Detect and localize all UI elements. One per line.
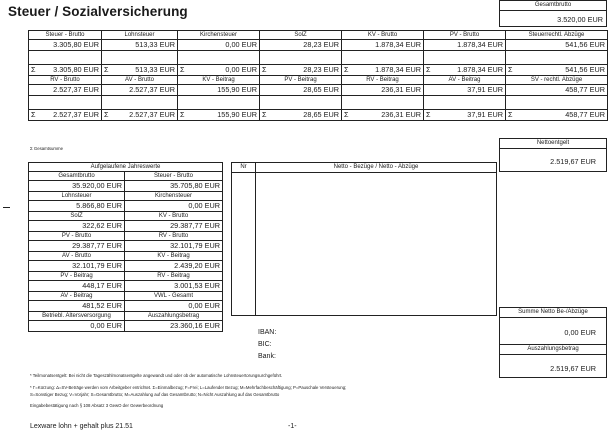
ytd-label: AV - Brutto (29, 252, 125, 261)
ytd-label: RV - Brutto (125, 232, 223, 241)
sigma-mark: Σ (508, 65, 513, 74)
ytd-label: Steuer - Brutto (125, 172, 223, 181)
ytd-label: PV - Brutto (29, 232, 125, 241)
sigma-footnote: Σ Gesamtsumme (30, 146, 63, 151)
sv-value-4: 236,31 EUR (342, 85, 424, 96)
ytd-label: Auszahlungsbetrag (125, 312, 223, 321)
ytd-label: SolZ (29, 212, 125, 221)
ytd-value: 2.439,20 EUR (125, 261, 223, 272)
sv-value-3: 28,65 EUR (260, 85, 342, 96)
tax-sum-3: Σ 28,23 EUR (260, 65, 342, 76)
sigma-mark: Σ (180, 110, 185, 119)
footnote-3: S=Sonstiger Bezug; V=Vorjahr; S=Gesamtbrutto; M=Auszahlung auf das Gesamtbrutto; N=Nicht Auszahlung auf das Gesamtbrutto (30, 392, 280, 397)
ytd-value: 3.001,53 EUR (125, 281, 223, 292)
ytd-label: RV - Beitrag (125, 272, 223, 281)
ytd-value: 32.101,79 EUR (29, 261, 125, 272)
ytd-label: AV - Beitrag (29, 292, 125, 301)
ytd-title: Aufgelaufene Jahreswerte (29, 163, 223, 172)
sigma-mark: Σ (344, 65, 349, 74)
sv-sum-0: Σ 2.527,37 EUR (29, 110, 102, 121)
sv-header-4: RV - Beitrag (342, 76, 424, 85)
tax-sum-2: Σ 0,00 EUR (178, 65, 260, 76)
gross-value: 3.520,00 EUR (557, 15, 603, 24)
ytd-label: KV - Brutto (125, 212, 223, 221)
gross-label: Gesamtbrutto (534, 2, 572, 8)
sv-value-6: 458,77 EUR (506, 85, 608, 96)
ytd-label: KV - Beitrag (125, 252, 223, 261)
payout-box (499, 344, 607, 378)
tax-sum-4: Σ 1.878,34 EUR (342, 65, 424, 76)
ytd-value: 0,00 EUR (125, 201, 223, 212)
tax-value-4: 1.878,34 EUR (342, 40, 424, 51)
bic-label: BIC: (258, 341, 272, 348)
ytd-value: 35.920,00 EUR (29, 181, 125, 192)
net-pay-box (499, 138, 607, 172)
ytd-value: 0,00 EUR (125, 301, 223, 312)
ytd-label: Lohnsteuer (29, 192, 125, 201)
sigma-mark: Σ (31, 110, 36, 119)
tax-table (28, 30, 608, 121)
tax-header-6: Steuerrechtl. Abzüge (506, 31, 608, 40)
ytd-label: VWL - Gesamt (125, 292, 223, 301)
ytd-value: 29.387,77 EUR (125, 221, 223, 232)
sigma-mark: Σ (104, 65, 109, 74)
ytd-value: 448,17 EUR (29, 281, 125, 292)
tax-header-5: PV - Brutto (424, 31, 506, 40)
sv-value-5: 37,91 EUR (424, 85, 506, 96)
sv-header-1: AV - Brutto (102, 76, 178, 85)
tax-header-2: Kirchensteuer (178, 31, 260, 40)
tax-sum-1: Σ 513,33 EUR (102, 65, 178, 76)
net-sum-value: 0,00 EUR (564, 328, 596, 337)
sigma-mark: Σ (31, 65, 36, 74)
tax-value-2: 0,00 EUR (178, 40, 260, 51)
tax-header-0: Steuer - Brutto (29, 31, 102, 40)
sigma-mark: Σ (104, 110, 109, 119)
payout-label: Auszahlungsbetrag (527, 346, 579, 352)
sv-header-6: SV - rechtl. Abzüge (506, 76, 608, 85)
sv-sum-2: Σ 155,90 EUR (178, 110, 260, 121)
footer-software: Lexware lohn + gehalt plus 21.51 (30, 423, 133, 430)
net-items-nr-header: Nr (240, 164, 247, 170)
bank-label: Bank: (258, 353, 276, 360)
sv-sum-4: Σ 236,31 EUR (342, 110, 424, 121)
sigma-mark: Σ (262, 65, 267, 74)
ytd-value: 0,00 EUR (29, 321, 125, 332)
sv-sum-5: Σ 37,91 EUR (424, 110, 506, 121)
sigma-mark: Σ (180, 65, 185, 74)
tax-value-1: 513,33 EUR (102, 40, 178, 51)
tax-sum-6: Σ 541,56 EUR (506, 65, 608, 76)
net-pay-label: Nettoentgelt (536, 140, 570, 146)
ytd-value: 5.866,80 EUR (29, 201, 125, 212)
ytd-label: Betriebl. Altersversorgung (29, 312, 125, 321)
ytd-value: 35.705,80 EUR (125, 181, 223, 192)
sv-value-2: 155,90 EUR (178, 85, 260, 96)
ytd-value: 23.360,16 EUR (125, 321, 223, 332)
sv-sum-3: Σ 28,65 EUR (260, 110, 342, 121)
tax-value-0: 3.305,80 EUR (29, 40, 102, 51)
ytd-label: Kirchensteuer (125, 192, 223, 201)
ytd-label: Gesamtbrutto (29, 172, 125, 181)
sigma-mark: Σ (508, 110, 513, 119)
ytd-value: 481,52 EUR (29, 301, 125, 312)
margin-mark (3, 207, 10, 208)
net-pay-value: 2.519,67 EUR (550, 157, 596, 166)
sv-header-0: RV - Brutto (29, 76, 102, 85)
footer-page-number: -1- (288, 423, 297, 430)
page-title: Steuer / Sozialversicherung (8, 4, 188, 19)
ytd-label: PV - Beitrag (29, 272, 125, 281)
payout-value: 2.519,67 EUR (550, 364, 596, 373)
sv-header-5: AV - Beitrag (424, 76, 506, 85)
tax-header-4: KV - Brutto (342, 31, 424, 40)
tax-sum-0: Σ 3.305,80 EUR (29, 65, 102, 76)
tax-sum-5: Σ 1.878,34 EUR (424, 65, 506, 76)
ytd-value: 29.387,77 EUR (29, 241, 125, 252)
tax-value-3: 28,23 EUR (260, 40, 342, 51)
sv-header-2: KV - Beitrag (178, 76, 260, 85)
sigma-mark: Σ (426, 65, 431, 74)
tax-header-3: SolZ (260, 31, 342, 40)
net-sum-box (499, 307, 607, 345)
sigma-mark: Σ (426, 110, 431, 119)
sigma-mark: Σ (344, 110, 349, 119)
net-items-title: Netto - Bezüge / Netto - Abzüge (333, 164, 419, 170)
tax-value-6: 541,56 EUR (506, 40, 608, 51)
tax-value-5: 1.878,34 EUR (424, 40, 506, 51)
gross-box (499, 0, 607, 27)
ytd-value: 32.101,79 EUR (125, 241, 223, 252)
sv-sum-1: Σ 2.527,37 EUR (102, 110, 178, 121)
sv-header-3: PV - Beitrag (260, 76, 342, 85)
sv-value-0: 2.527,37 EUR (29, 85, 102, 96)
sv-sum-6: Σ 458,77 EUR (506, 110, 608, 121)
iban-label: IBAN: (258, 329, 277, 336)
net-sum-label: Summe Netto Be-/Abzüge (518, 309, 588, 315)
sigma-mark: Σ (262, 110, 267, 119)
net-items-table (231, 162, 497, 316)
footnote-4: Eingabebestätigung nach § 108 Absatz 3 GewO der Gewerbeordnung (30, 403, 164, 408)
footnote-2: * Γ=Kürzung: Δ=SV-Beträge werden vom Arbeitgeber entrichtet. Σ=Einmalbezug; F=Frei; L=Laufender Bezug; M=Mehrfachbeschäftigung; P=Pauschale Versteuerung; (30, 385, 347, 390)
footnote-1: * Teilmonatsentgelt: Bei nicht die Tageszählmonatsentgelte angewandt und oder ob der automatische Lohnsteuertorungsurchgeführt. (30, 373, 283, 378)
sv-value-1: 2.527,37 EUR (102, 85, 178, 96)
ytd-value: 322,62 EUR (29, 221, 125, 232)
tax-header-1: Lohnsteuer (102, 31, 178, 40)
ytd-table (28, 162, 223, 332)
